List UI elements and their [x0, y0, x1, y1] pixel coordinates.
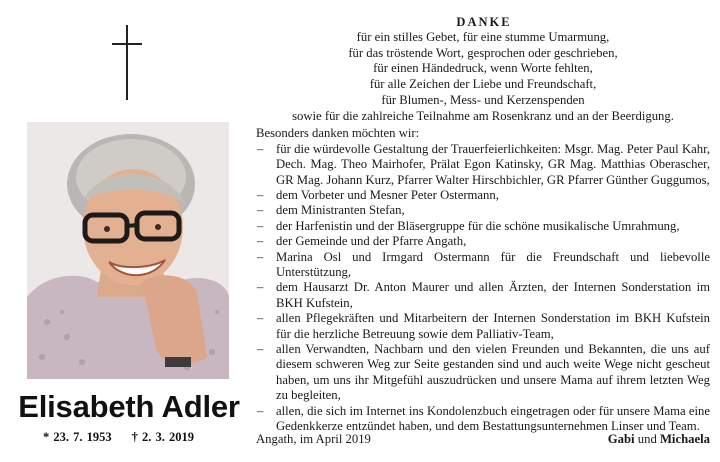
signer-connector: und [637, 432, 657, 446]
notice-title: DANKE [456, 15, 512, 29]
birth-date: * 23. 7. 1953 [43, 430, 112, 444]
list-item: – allen Verwandten, Nachbarn und den vielen Freunden und Bekannten, die uns auf diesem schweren Weg zur Seite gestanden sind und auch weite Wege nicht gescheut haben, um uns ihr Mitgefühl auszudrücken und unsere Mama auf ihrem letzten Weg zu begleiten, [256, 342, 710, 404]
poem-line: für einen Händedruck, wenn Worte fehlten, [373, 61, 593, 76]
cross-icon [112, 25, 142, 100]
left-column [0, 0, 250, 462]
poem-line: für Blumen-, Mess- und Kerzenspenden [381, 92, 585, 107]
list-item: – allen Pflegekräften und Mitarbeitern der Internen Sonderstation im BKH Kufstein für die herzliche Betreuung sowie dem Palliativ-Team, [256, 311, 710, 342]
poem-line: für das tröstende Wort, gesprochen oder geschrieben, [348, 45, 618, 60]
portrait-photo [27, 122, 229, 379]
place-date: Angath, im April 2019 [256, 432, 371, 446]
deceased-name: Elisabeth Adler [18, 389, 240, 424]
list-item: – dem Ministranten Stefan, [256, 203, 710, 218]
list-item: – für die würdevolle Gestaltung der Trauerfeierlichkeiten: Msgr. Mag. Peter Paul Kahr, Dech. Mag. Theo Mairhofer, Prälat Egon Katinsky, GR Mag. Matthias Oberascher, GR Mag. Johann Kurz, Pfarrer Walter Hirschbichler, GR Pfarrer Günther Guggumos, [256, 142, 710, 188]
list-item: – dem Vorbeter und Mesner Peter Ostermann, [256, 188, 710, 203]
death-date: † 2. 3. 2019 [131, 430, 194, 444]
signer-name: Gabi [607, 432, 635, 446]
list-item: – allen, die sich im Internet ins Kondolenzbuch eingetragen oder für unsere Mama eine Gedenkkerze entzündet haben, und dem Bestattungsunternehmen Linser und Team. [256, 404, 710, 435]
thanks-intro: Besonders danken möchten wir: [256, 126, 420, 141]
thanks-list [256, 142, 710, 435]
poem-line: sowie für die zahlreiche Teilnahme am Rosenkranz und an der Beerdigung. [292, 108, 674, 123]
life-dates [43, 430, 194, 445]
poem-line: für ein stilles Gebet, für eine stumme Umarmung, [356, 30, 610, 44]
list-item: – Marina Osl und Irmgard Ostermann für die Freundschaft und liebevolle Unterstützung, [256, 250, 710, 281]
list-item: – der Gemeinde und der Pfarre Angath, [256, 234, 710, 249]
signer-name: Michaela [659, 432, 710, 446]
poem-line: für alle Zeichen der Liebe und Freundschaft, [369, 77, 597, 92]
list-item: – der Harfenistin und der Bläsergruppe für die schöne musikalische Umrahmung, [256, 219, 710, 234]
signers [608, 432, 710, 447]
thanks-poem [256, 30, 710, 124]
list-item: – dem Hausarzt Dr. Anton Maurer und allen Ärzten, der Internen Sonderstation im BKH Kufstein, [256, 280, 710, 311]
thanks-column [256, 14, 710, 434]
